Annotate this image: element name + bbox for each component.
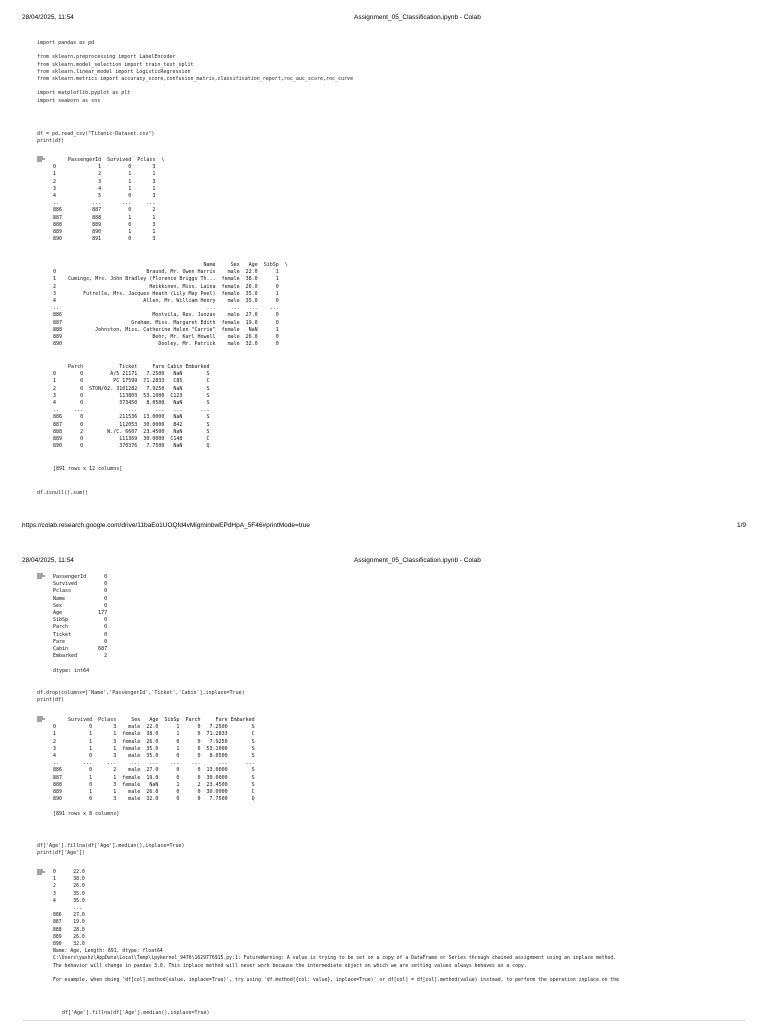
footer-url[interactable]: https://colab.research.google.com/drive/11baEo1UOQfd4vMigminbwEPdHpA_5F46#printMode=true xyxy=(22,522,311,529)
output-icon xyxy=(36,573,46,579)
code-cell-read-csv[interactable]: df = pd.read_csv("Titanic-Dataset.csv") print(df) xyxy=(37,131,155,145)
header-title: Assignment_05_Classification.ipynb - Colab xyxy=(354,14,481,21)
output-icon xyxy=(36,869,46,875)
output-icon xyxy=(36,716,46,722)
header-title-page2: Assignment_05_Classification.ipynb - Colab xyxy=(354,557,481,564)
code-cell-drop[interactable]: df.drop(columns=['Name','PassengerId','Ticket','Cabin'],inplace=True) print(df) xyxy=(37,690,245,704)
code-cell-fillna[interactable]: df['Age'].fillna(df['Age'].median(),inplace=True) print(df['Age']) xyxy=(37,843,185,857)
output-fillna: 0 22.0 1 38.0 2 26.0 3 35.0 4 35.0 ... 886 27.0 887 19.0 888 28.0 889 26.0 890 32.0 Name: Age, Length: 891, dtype: float64 C:\Users\yashz\AppData\Local\Temp\ipykernel_9476\1629776915.py:1: FutureWarning: A value is trying to be set on a copy of a DataFrame or Series through chained assignment using an inplace method. The behavior will change in pandas 3.0. This inplace method will never work because the intermediate object on which we are setting values always behaves as a copy. For example, when doing 'df[col].method(value, inplace=True)', try using 'df.method({col: value}, inplace=True)' or df[col] = df[col].method(value) instead, to perform the operation inplace on the xyxy=(53,870,620,984)
output-df-part2: Name Sex Age SibSp \ 0 Braund, Mr. Owen Harris male 22.0 1 1 Cumings, Mrs. John Bradley (Florence Briggs Th... female 38.0 1 2 Heikkinen, Miss. Laina female 26.0 0 3 Futrelle, Mrs. Jacques Heath (Lily May Peel) female 35.0 1 4 Allen, Mr. William Henry male 35.0 0 .. ... ... ... ... 886 Montvila, Rev. Juozas male 27.0 0 887 Graham, Miss. Margaret Edith female 19.0 0 888 Johnston, Miss. Catherine Helen "Carrie" female NaN 1 889 Behr, Mr. Karl Howell male 26.0 0 890 Dooley, Mr. Patrick male 32.0 0 xyxy=(53,262,288,348)
code-cell-isnull[interactable]: df.isnull().sum() xyxy=(37,490,89,496)
footer-page-number: 1/9 xyxy=(736,522,746,529)
code-cell-fillna-repeat[interactable]: df['Age'].fillna(df['Age'].median(),inplace=True) xyxy=(62,1010,210,1016)
cell-divider xyxy=(22,1020,746,1021)
code-cell-imports[interactable]: import pandas as pd from sklearn.preprocessing import LabelEncoder from sklearn.model_selection import train_test_split from sklearn.linear_model import LogisticRegression from sklearn.metrics import accuracy_score,confusion_matrix,classification_report,roc_auc_score,roc_curve import matplotlib.pyplot as plt import seaborn as sns xyxy=(37,40,354,104)
output-icon xyxy=(36,156,46,162)
output-df-part1: PassengerId Survived Pclass \ 0 1 0 3 1 2 1 1 2 3 1 3 3 4 1 1 4 5 0 3 .. ... ... ... 886 887 0 2 887 888 1 1 888 889 0 3 889 890 1 1 890 891 0 3 xyxy=(53,157,165,243)
output-df-shape: [891 rows x 12 columns] xyxy=(53,466,123,472)
header-date-page2: 28/04/2025, 11:54 xyxy=(22,557,74,564)
output-isnull: PassengerId 0 Survived 0 Pclass 0 Name 0 Sex 0 Age 177 SibSp 0 Parch 0 Ticket 0 Fare 0 Cabin 687 Embarked 2 dtype: int64 xyxy=(53,574,108,674)
header-date: 28/04/2025, 11:54 xyxy=(22,14,74,21)
output-drop: Survived Pclass Sex Age SibSp Parch Fare Embarked 0 0 3 male 22.0 1 0 7.2500 S 1 1 1 female 38.0 1 0 71.2833 C 2 1 3 female 26.0 0 0 7.9250 S 3 1 1 female 35.0 1 0 53.1000 S 4 0 3 male 35.0 0 0 8.0500 S .. ... ... ... ... ... ... ... ... 886 0 2 male 27.0 0 0 13.0000 S 887 1 1 female 19.0 0 0 30.0000 S 888 0 3 female NaN 1 2 23.4500 S 889 1 1 male 26.0 0 0 30.0000 C 890 0 3 male 32.0 0 0 7.7500 Q [891 rows x 8 columns] xyxy=(53,717,255,817)
output-df-part3: Parch Ticket Fare Cabin Embarked 0 0 A/5 21171 7.2500 NaN S 1 0 PC 17599 71.2833 C85 C 2 0 STON/O2. 3101282 7.9250 NaN S 3 0 113803 53.1000 C123 S 4 0 373450 8.0500 NaN S .. ... ... ... ... ... 886 0 211536 13.0000 NaN S 887 0 112053 30.0000 B42 S 888 2 W./C. 6607 23.4500 NaN S 889 0 111369 30.0000 C148 C 890 0 370376 7.7500 NaN Q xyxy=(53,364,210,450)
